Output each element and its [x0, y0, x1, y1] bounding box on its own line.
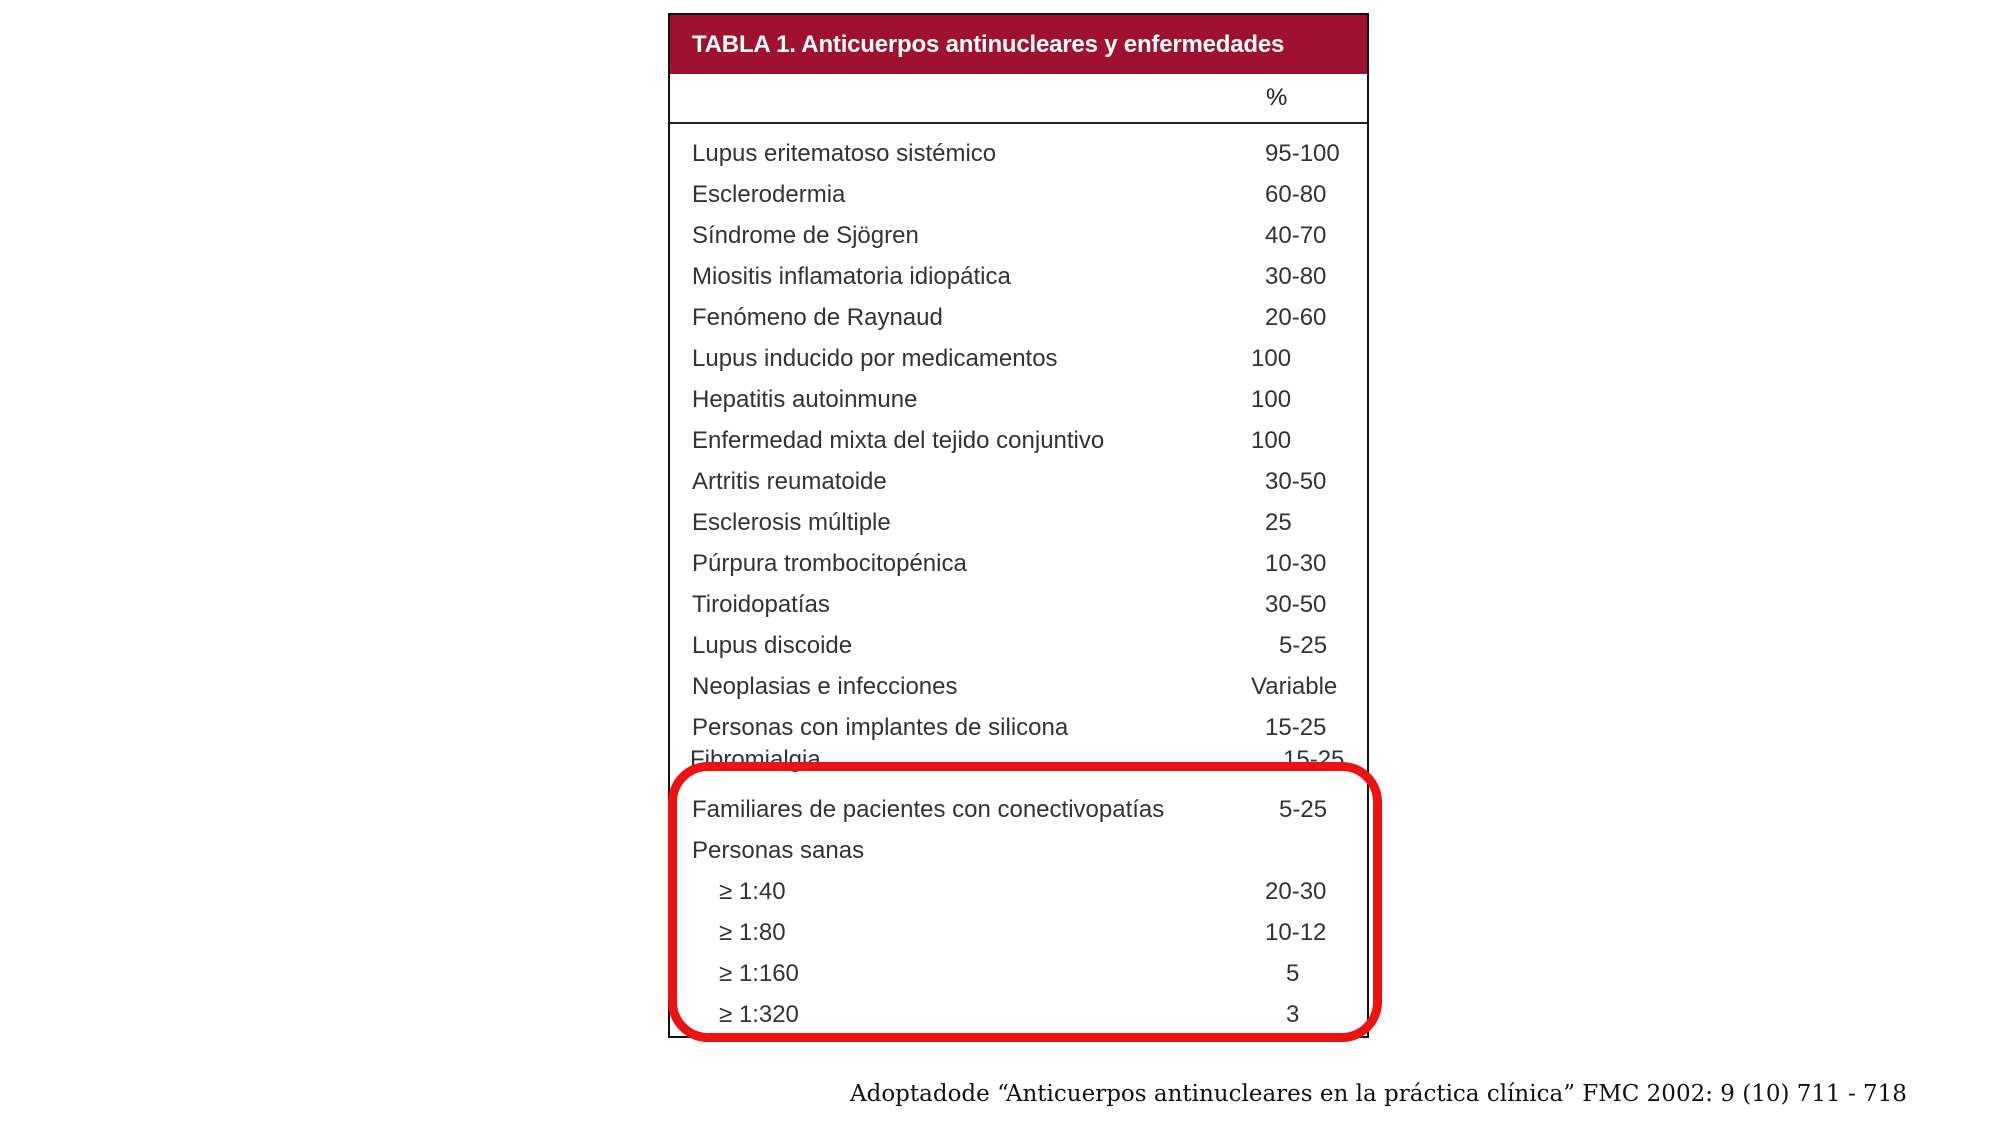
row-value: 30-80	[1265, 263, 1327, 290]
row-label: Familiares de pacientes con conectivopatías	[692, 796, 1165, 823]
row-value: 30-50	[1265, 591, 1327, 618]
row-label: ≥ 1:320	[719, 1001, 799, 1028]
row-value: 25	[1265, 509, 1292, 536]
table-row	[670, 380, 1367, 421]
source-caption: Adoptadode “Anticuerpos antinucleares en la práctica clínica” FMC 2002: 9 (10) 711 - 718	[850, 1081, 1907, 1107]
row-label: Personas sanas	[692, 837, 865, 864]
row-label: ≥ 1:160	[719, 960, 799, 987]
table-row	[670, 708, 1367, 749]
row-label: Lupus inducido por medicamentos	[692, 345, 1058, 372]
row-label: Personas con implantes de silicona	[692, 714, 1069, 741]
row-value: 15-25	[1265, 714, 1327, 741]
table-row	[670, 421, 1367, 462]
row-label: Lupus discoide	[692, 632, 853, 659]
table-row	[670, 790, 1367, 831]
row-value: 5-25	[1279, 796, 1328, 823]
row-label: ≥ 1:40	[719, 878, 786, 905]
row-value: Variable	[1251, 673, 1338, 700]
row-value: 95-100	[1265, 140, 1340, 167]
row-value: 100	[1251, 386, 1292, 413]
table-title: TABLA 1. Anticuerpos antinucleares y enfermedades	[670, 15, 1367, 74]
row-value: 60-80	[1265, 181, 1327, 208]
ana-table	[668, 13, 1369, 1038]
table-row	[670, 503, 1367, 544]
row-label: Neoplasias e infecciones	[692, 673, 958, 700]
table-row	[670, 257, 1367, 298]
row-value: 5-25	[1279, 632, 1328, 659]
row-label: Fenómeno de Raynaud	[692, 304, 943, 331]
row-label: Enfermedad mixta del tejido conjuntivo	[692, 427, 1105, 454]
row-value: 20-30	[1265, 878, 1327, 905]
percent-column-header: %	[1266, 84, 1288, 111]
row-value: 3	[1286, 1001, 1300, 1028]
row-value: 10-12	[1265, 919, 1327, 946]
row-value: 10-30	[1265, 550, 1327, 577]
row-label: Lupus eritematoso sistémico	[692, 140, 997, 167]
row-value: 15-25	[1283, 746, 1345, 773]
table-row	[670, 626, 1367, 667]
table-row	[670, 175, 1367, 216]
table-row	[670, 913, 1367, 954]
row-label: Esclerosis múltiple	[692, 509, 891, 536]
table-row-obscured	[690, 746, 1345, 780]
row-label: Tiroidopatías	[692, 591, 830, 618]
column-header-row	[670, 74, 1367, 124]
row-label: Esclerodermia	[692, 181, 846, 208]
table-row	[670, 872, 1367, 913]
table-row	[670, 134, 1367, 175]
row-label: Púrpura trombocitopénica	[692, 550, 967, 577]
row-label: ≥ 1:80	[719, 919, 786, 946]
table-row	[670, 298, 1367, 339]
row-label: Artritis reumatoide	[692, 468, 887, 495]
row-value: 30-50	[1265, 468, 1327, 495]
table-row	[670, 831, 1367, 872]
row-value: 40-70	[1265, 222, 1327, 249]
table-row	[670, 339, 1367, 380]
row-label: Síndrome de Sjögren	[692, 222, 919, 249]
row-value: 100	[1251, 427, 1292, 454]
row-label: Hepatitis autoinmune	[692, 386, 918, 413]
table-row	[670, 667, 1367, 708]
table-row	[670, 544, 1367, 585]
row-value: 5	[1286, 960, 1300, 987]
table-row	[670, 585, 1367, 626]
row-value: 100	[1251, 345, 1292, 372]
table-row	[670, 462, 1367, 503]
row-label: Miositis inflamatoria idiopática	[692, 263, 1011, 290]
table-row	[670, 995, 1367, 1036]
table-row	[670, 216, 1367, 257]
row-label: Fibromialgia	[690, 746, 821, 773]
table-row	[670, 954, 1367, 995]
row-value: 20-60	[1265, 304, 1327, 331]
